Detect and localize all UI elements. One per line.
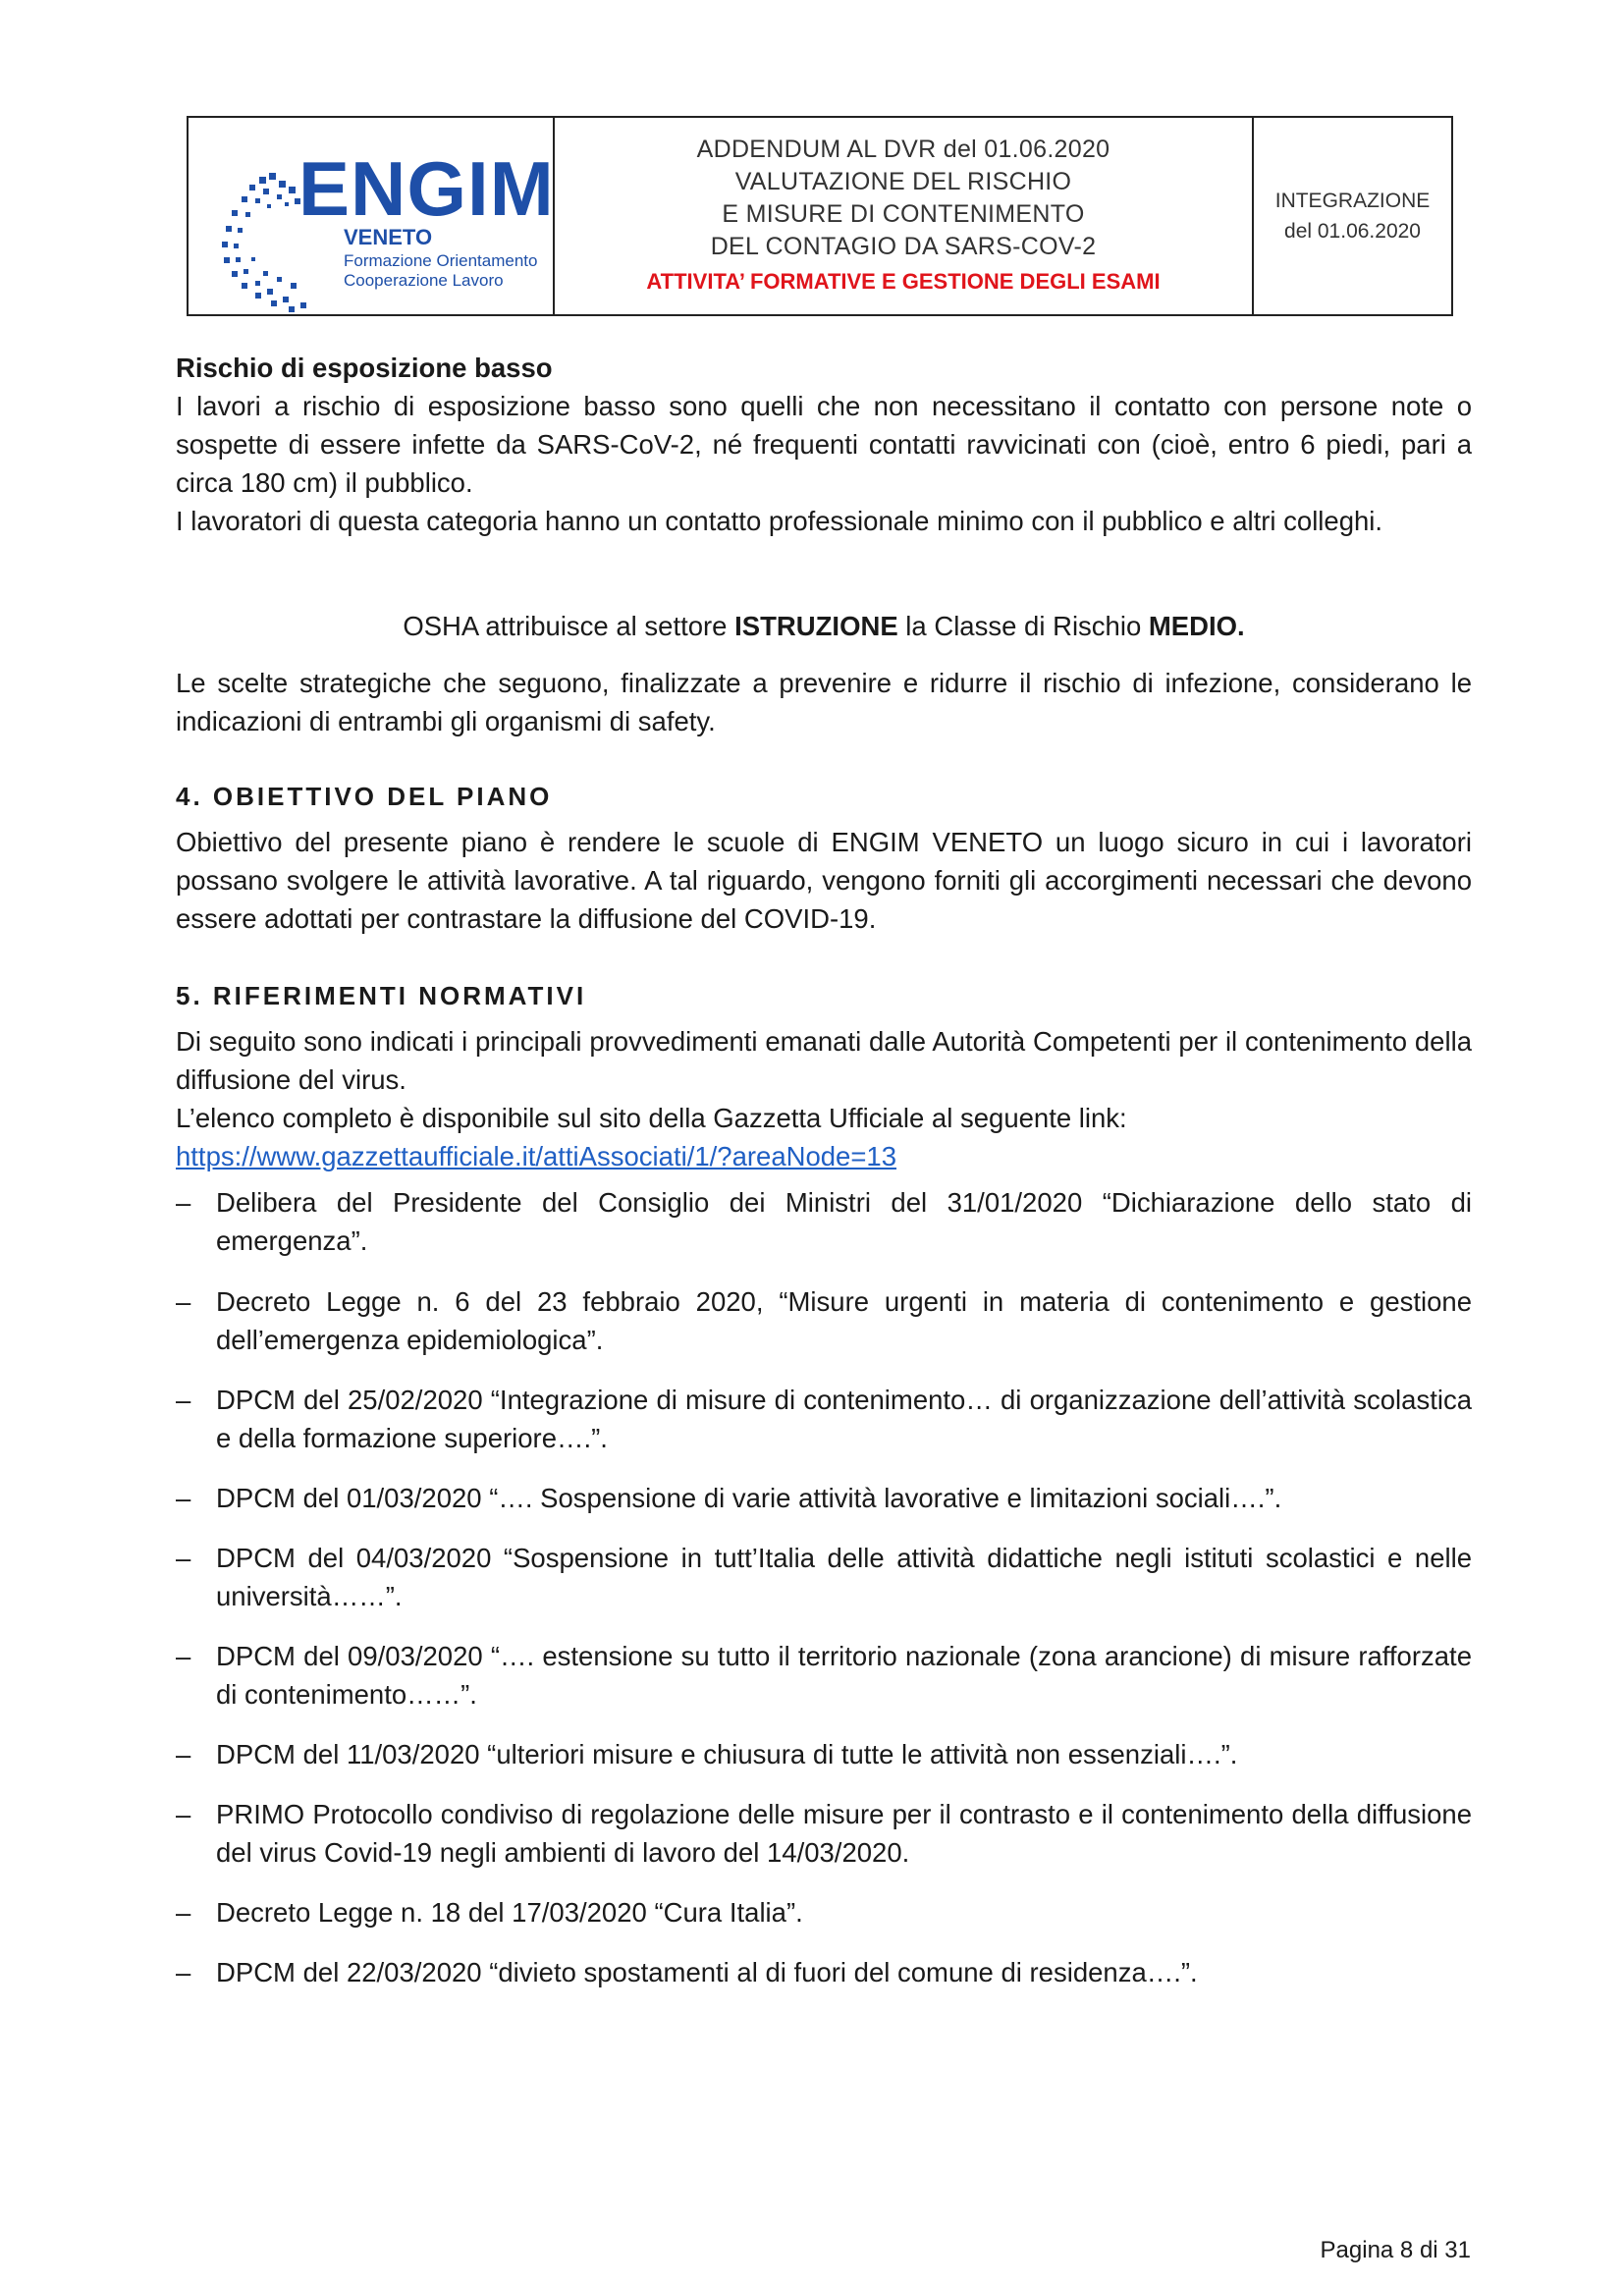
- list-item: [176, 1795, 1472, 1872]
- risk-paragraph-1: I lavori a rischio di esposizione basso sono quelli che non necessitano il contatto con persone note o sospette di essere infette da SARS-CoV-2, né frequenti contatti ravvicinati con (cioè, entro 6 piedi, pari a circa 180 cm) il pubblico.: [176, 391, 1472, 498]
- header-subtitle-red: ATTIVITA’ FORMATIVE E GESTIONE DEGLI ESAMI: [646, 269, 1161, 294]
- list-item: [176, 1637, 1472, 1714]
- list-item-text: DPCM del 01/03/2020 “…. Sospensione di varie attività lavorative e limitazioni sociali….”.: [216, 1483, 1282, 1513]
- header-revision-cell: [1254, 118, 1451, 314]
- list-item-text: PRIMO Protocollo condiviso di regolazione delle misure per il contrasto e il contenimento della diffusione del virus Covid-19 negli ambienti di lavoro del 14/03/2020.: [216, 1799, 1472, 1868]
- header-title-line: DEL CONTAGIO DA SARS-COV-2: [710, 233, 1097, 260]
- header-title-line: VALUTAZIONE DEL RISCHIO: [734, 168, 1072, 195]
- engim-logo-dots-icon: [202, 139, 310, 316]
- logo-region: VENETO: [344, 225, 433, 249]
- logo-subtitle-2: Cooperazione Lavoro: [344, 271, 504, 290]
- list-item: [176, 1953, 1472, 1991]
- list-item-text: DPCM del 11/03/2020 “ulteriori misure e chiusura di tutte le attività non essenziali….”.: [216, 1739, 1238, 1769]
- list-item: [176, 1282, 1472, 1359]
- dash-icon: –: [176, 1641, 191, 1671]
- list-item-text: DPCM del 25/02/2020 “Integrazione di misure di contenimento… di organizzazione dell’attività scolastica e della formazione superiore….”.: [216, 1385, 1472, 1453]
- logo-cell: [189, 118, 555, 314]
- page-number: Pagina 8 di 31: [1320, 2237, 1471, 2263]
- section-4-heading: 4. OBIETTIVO DEL PIANO: [176, 782, 553, 811]
- header-title-cell: [555, 118, 1254, 314]
- list-item: [176, 1381, 1472, 1457]
- dash-icon: –: [176, 1543, 191, 1573]
- gazzetta-link[interactable]: https://www.gazzettaufficiale.it/attiAssociati/1/?areaNode=13: [176, 1141, 897, 1171]
- dash-icon: –: [176, 1385, 191, 1415]
- gazzetta-link-row: [176, 1137, 1472, 1175]
- osha-text: OSHA attribuisce al settore: [403, 611, 735, 641]
- list-item-text: Decreto Legge n. 6 del 23 febbraio 2020, “Misure urgenti in materia di contenimento e gestione dell’emergenza epidemiologica”.: [216, 1286, 1472, 1355]
- list-item-text: DPCM del 22/03/2020 “divieto spostamenti al di fuori del comune di residenza….”.: [216, 1957, 1198, 1987]
- revision-label: INTEGRAZIONE: [1274, 190, 1431, 212]
- section-4-paragraph: Obiettivo del presente piano è rendere le scuole di ENGIM VENETO un luogo sicuro in cui i lavoratori possano svolgere le attività lavorative. A tal riguardo, vengono forniti gli accorgimenti necessari che devono essere adottati per contrastare la diffusione del COVID-19.: [176, 827, 1472, 934]
- osha-statement: [176, 607, 1472, 645]
- osha-text: la Classe di Rischio: [897, 611, 1149, 641]
- list-item-text: Decreto Legge n. 18 del 17/03/2020 “Cura Italia”.: [216, 1897, 803, 1928]
- header-title-line: ADDENDUM AL DVR del 01.06.2020: [696, 136, 1110, 163]
- logo-subtitle-1: Formazione Orientamento: [344, 251, 538, 270]
- list-item-text: DPCM del 04/03/2020 “Sospensione in tutt’Italia delle attività didattiche negli istituti scolastici e nelle università……”.: [216, 1543, 1472, 1611]
- dash-icon: –: [176, 1739, 191, 1769]
- list-item: [176, 1539, 1472, 1615]
- header-title-line: E MISURE DI CONTENIMENTO: [722, 200, 1085, 228]
- risk-paragraph-2: I lavoratori di questa categoria hanno un contatto professionale minimo con il pubblico e altri colleghi.: [176, 506, 1383, 536]
- risk-paragraph-3: Le scelte strategiche che seguono, finalizzate a prevenire e ridurre il rischio di infezione, considerano le indicazioni di entrambi gli organismi di safety.: [176, 668, 1472, 736]
- list-item-text: DPCM del 09/03/2020 “…. estensione su tutto il territorio nazionale (zona arancione) di misure rafforzate di contenimento……”.: [216, 1641, 1472, 1710]
- risk-title: Rischio di esposizione basso: [176, 353, 553, 383]
- section-5-paragraph-1: Di seguito sono indicati i principali provvedimenti emanati dalle Autorità Competenti per il contenimento della diffusione del virus.: [176, 1026, 1472, 1095]
- section-5-paragraph-2: L’elenco completo è disponibile sul sito della Gazzetta Ufficiale al seguente link:: [176, 1103, 1127, 1133]
- dash-icon: –: [176, 1799, 191, 1829]
- dash-icon: –: [176, 1286, 191, 1317]
- list-item: [176, 1479, 1472, 1517]
- list-item: [176, 1893, 1472, 1931]
- revision-date: del 01.06.2020: [1284, 220, 1421, 243]
- list-item: [176, 1735, 1472, 1773]
- dash-icon: –: [176, 1957, 191, 1987]
- osha-sector: ISTRUZIONE: [734, 611, 898, 641]
- regulations-list: [176, 1183, 1472, 2013]
- dash-icon: –: [176, 1187, 191, 1218]
- dash-icon: –: [176, 1483, 191, 1513]
- section-5-heading: 5. RIFERIMENTI NORMATIVI: [176, 981, 587, 1010]
- logo-wordmark: ENGIM: [298, 145, 555, 232]
- document-header: [187, 116, 1453, 316]
- osha-risk-class: MEDIO.: [1148, 611, 1245, 641]
- dash-icon: –: [176, 1897, 191, 1928]
- list-item-text: Delibera del Presidente del Consiglio dei Ministri del 31/01/2020 “Dichiarazione dello stato di emergenza”.: [216, 1187, 1472, 1256]
- list-item: [176, 1183, 1472, 1260]
